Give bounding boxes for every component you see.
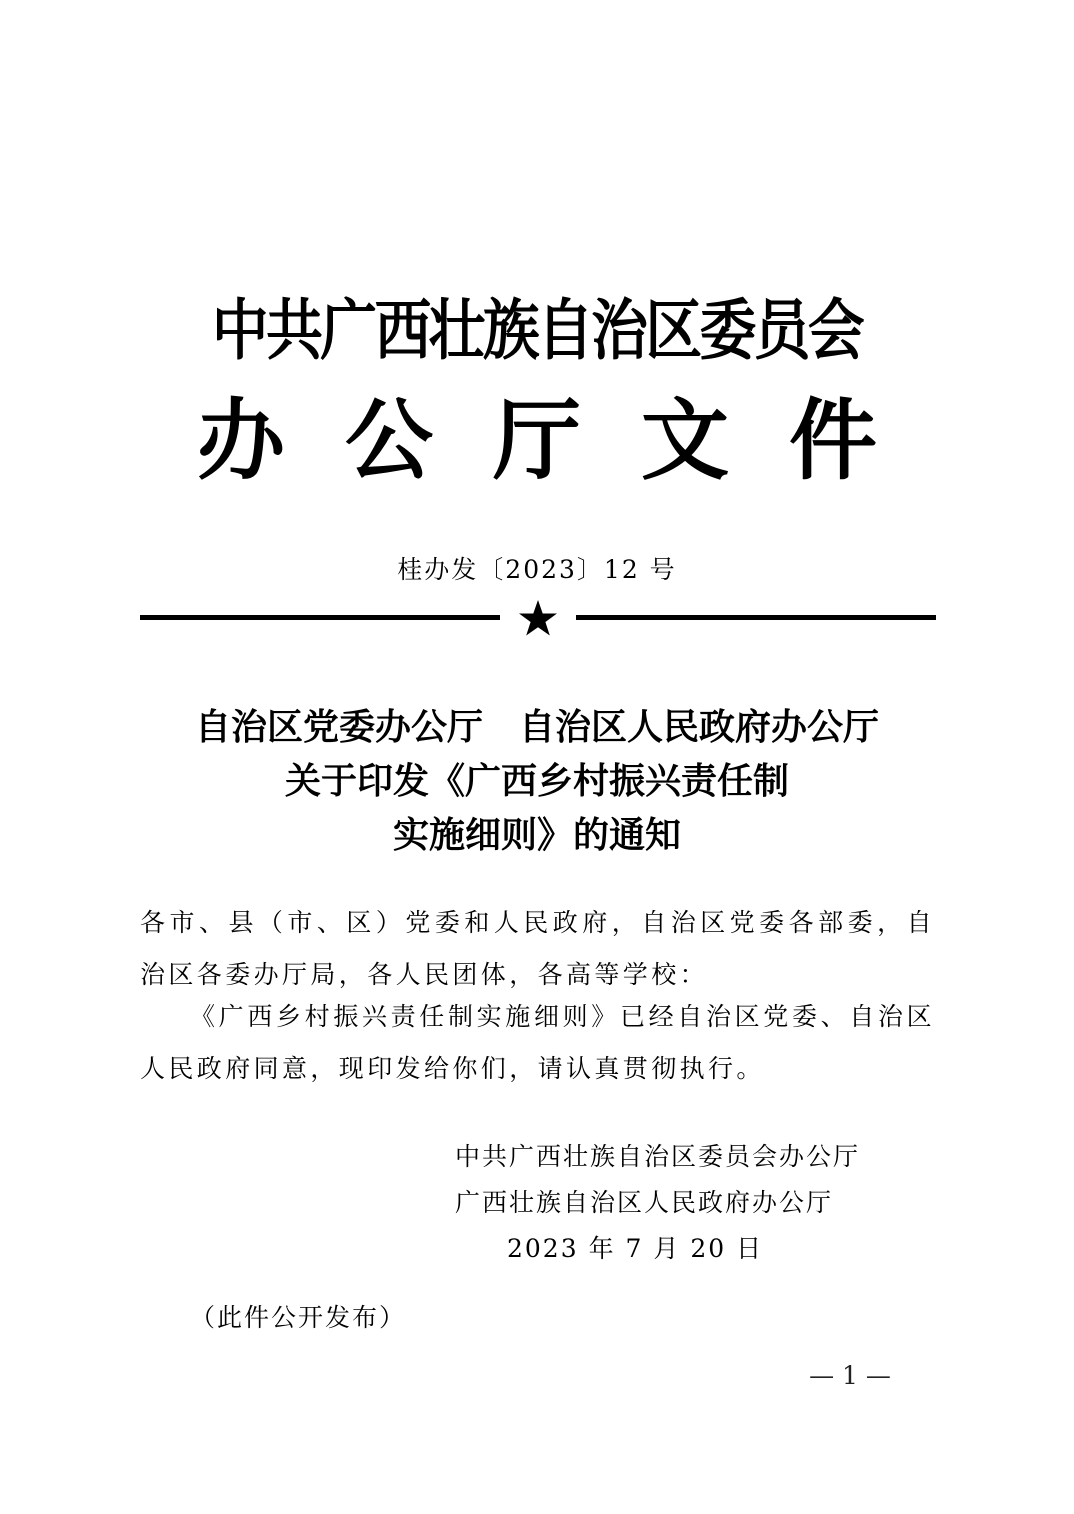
notice-title-line3: 实施细则》的通知 [392,814,681,856]
red-header-separator [140,598,936,638]
document-type-title: 办公厅文件 [196,388,937,492]
star-icon [518,598,558,638]
notice-title [0,700,1074,862]
signature-org2: 广西壮族自治区人民政府办公厅 [455,1188,834,1217]
addressee: 各市、县（市、区）党委和人民政府，自治区党委各部委，自治区各委办厅局，各人民团体，各高等学校： [140,908,935,989]
separator-rule-left [140,615,500,620]
separator-rule-right [576,615,936,620]
signature-org1: 中共广西壮族自治区委员会办公厅 [455,1142,861,1171]
notice-title-line1: 自治区党委办公厅 自治区人民政府办公厅 [194,706,879,748]
signature-block [455,1134,860,1272]
body-paragraph: 《广西乡村振兴责任制实施细则》已经自治区党委、自治区人民政府同意，现印发给你们，请认真贯彻执行。 [140,1002,935,1083]
notice-title-line2: 关于印发《广西乡村振兴责任制 [284,760,789,802]
page-number: — 1 — [809,1361,891,1390]
publish-note: （此件公开发布） [190,1303,407,1332]
document-number: 桂办发〔2023〕12 号 [397,555,677,584]
signature-date: 2023 年 7 月 20 日 [507,1234,764,1263]
issuer-title: 中共广西壮族自治区委员会 [211,291,863,369]
